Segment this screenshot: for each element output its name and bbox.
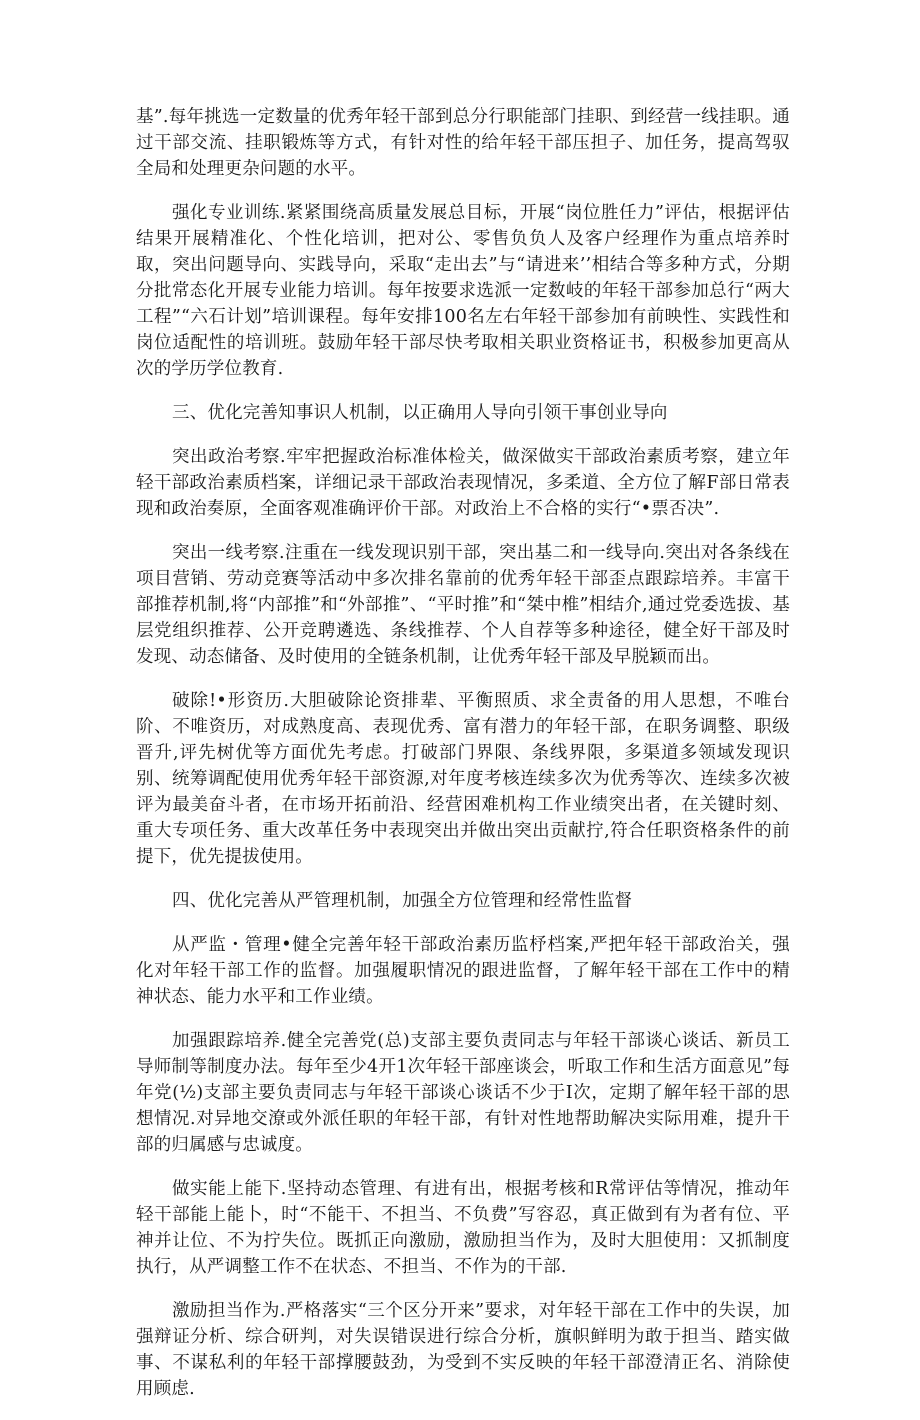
paragraph-continuation: 基”.每年挑选一定数量的优秀年轻干部到总分行职能部门挂职、到经营一线挂职。通过干部交流、挂职锻炼等方式，有针对性的给年轻干部压担子、加任务，提高驾驭全局和处理更杂问题的水平。 [136, 107, 790, 179]
paragraph-professional-training: 强化专业训练.紧紧围绕高质量发展总目标，开展“岗位胜任力”评估，根据评估结果开展精准化、个性化培训，把对公、零售负负人及客户经理作为重点培养时取，突出问题导向、实践导向，采取“走出去”与“请进来’’相结合等多种方式，分期分批常态化开展专业能力培训。每年按要求选派一定数岐的年轻干部参加总行“两大工程”“六石计划”培训课程。每年安排100名左右年轻干部参加有前映性、实践性和岗位适配性的培训班。鼓励年轻干部尽快考取相关职业资格证书，积极参加更高从次的学历学位教育. [136, 203, 790, 379]
paragraph-encourage-responsibility: 激励担当作为.严格落实“三个区分开来”要求，对年轻干部在工作中的失误，加强辩证分析、综合研判，对失误错误进行综合分析，旗帜鲜明为敢于担当、踏实做事、不谋私利的年轻干部撑腰鼓劲，为受到不实反映的年轻干部澄清正名、消除使用顾虑. [136, 1301, 790, 1399]
paragraph-political-review: 突出政治考察.牢牢把握政治标准体检关，做深做实干部政治素质考察，建立年轻干部政治素质档案，详细记录干部政治表现情况，多柔道、全方位了解F部日常表现和政治奏原，全面客观准确评价干部。对政治上不合格的实行“•票否决”. [136, 447, 790, 519]
paragraph-strict-supervision: 从严监・管理•健全完善年轻干部政治素历监杼档案,严把年轻干部政治关，强化对年轻干部工作的监督。加强履职情况的跟进监督，了解年轻干部在工作中的精神状态、能力水平和工作业绩。 [136, 935, 790, 1007]
paragraph-frontline-review: 突出一线考察.注重在一线发现识别干部，突出基二和一线导向.突出对各条线在项目营销、劳动竞赛等活动中多次排名靠前的优秀年轻干部歪点跟踪培养。丰富干部推荐机制,将“内部推”和“外部推”、“平时推”和“桀中椎”相结介,通过党委选拔、基层党组织推荐、公开竞聘遴选、条线推荐、个人自荐等多种途径，健全好干部及时发现、动态储备、及时使用的全链条机制，让优秀年轻干部及早脱颖而出。 [136, 543, 790, 667]
paragraph-dynamic-management: 做实能上能下.坚持动态管理、有进有出，根据考核和R常评估等情况，推动年轻干部能上能卜，时“不能干、不担当、不负费”写容忍，真正做到有为者有位、平神并让位、不为拧失位。既抓正向激励，激励担当作为，及时大胆使用：又抓制度执行，从严调整工作不在状态、不担当、不作为的干部. [136, 1179, 790, 1277]
paragraph-break-seniority: 破除!•形资历.大胆破除论资排辈、平衡照质、求全责备的用人思想，不唯台阶、不唯资历，对成熟度高、表现优秀、富有潜力的年轻干部，在职务调整、职级晋升,评先树优等方面优先考虑。打破部门界限、条线界限，多渠道多领域发现识别、统筹调配使用优秀年轻干部资源,对年度考核连续多次为优秀等次、连续多次被评为最美奋斗者，在市场开拓前沿、经营困难机构工作业绩突出者，在关键时刻、重大专项任务、重大改革任务中表现突出并做出突出贡献拧,符合任职资格条件的前提下，优先提拔使用。 [136, 691, 790, 867]
document-page [136, 104, 790, 1420]
paragraph-tracking-training: 加强跟踪培养.健全完善党(总)支部主要负责同志与年轻干部谈心谈话、新员工导师制等制度办法。每年至少4开1次年轻干部座谈会，听取工作和生活方面意见”每年党(½)支部主要负责同志与年轻干部谈心谈话不少于I次，定期了解年轻干部的思想情况.对异地交潦或外派任职的年轻干部，有针对性地帮助解决实际用难，提升干部的归属感与忠诚度。 [136, 1031, 790, 1155]
section-heading-4: 四、优化完善从严管理机制，加强全方位管理和经常性监督 [172, 891, 633, 911]
section-heading-3: 三、优化完善知事识人机制，以正确用人导向引领干事创业导向 [172, 403, 668, 423]
